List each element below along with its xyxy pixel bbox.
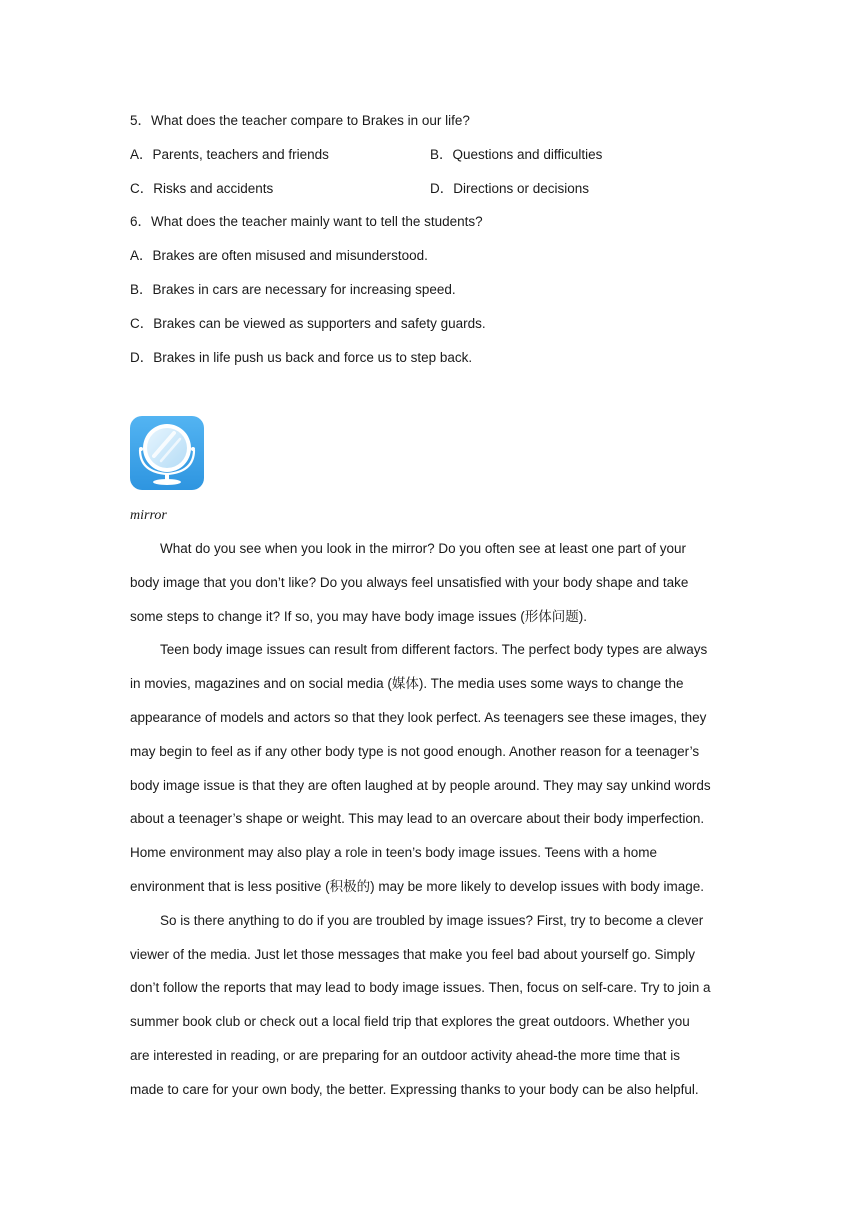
question-6-option-b: B．Brakes in cars are necessary for increasing speed. — [130, 282, 456, 297]
paragraph-3-line-2: viewer of the media. Just let those messages that make you feel bad about yourself go. Simply — [130, 947, 696, 962]
question-6-option-d: D．Brakes in life push us back and force us to step back. — [130, 350, 473, 365]
paragraph-2-line-4: may begin to feel as if any other body type is not good enough. Another reason for a teenager’s — [130, 744, 700, 759]
paragraph-3-line-3: don’t follow the reports that may lead to body image issues. Then, focus on self-care. Try to join a — [130, 980, 711, 995]
paragraph-3-line-4: summer book club or check out a local field trip that explores the great outdoors. Whether you — [130, 1014, 690, 1029]
document-page — [130, 0, 730, 1216]
paragraph-1-line-1: What do you see when you look in the mirror? Do you often see at least one part of your — [160, 541, 687, 556]
paragraph-2-line-3: appearance of models and actors so that they look perfect. As teenagers see these images, they — [130, 710, 707, 725]
paragraph-1-line-2: body image that you don’t like? Do you always feel unsatisfied with your body shape and take — [130, 575, 689, 590]
question-5-option-c: C．Risks and accidents — [130, 181, 274, 196]
question-5-option-d: D．Directions or decisions — [430, 181, 590, 196]
paragraph-2-line-1: Teen body image issues can result from different factors. The perfect body types are always — [160, 642, 708, 657]
paragraph-3-line-1: So is there anything to do if you are troubled by image issues? First, try to become a clever — [160, 913, 704, 928]
image-caption: mirror — [130, 508, 167, 523]
paragraph-2-line-5: body image issue is that they are often laughed at by people around. They may say unkind words — [130, 778, 711, 793]
question-6-option-a: A．Brakes are often misused and misunderstood. — [130, 248, 428, 263]
question-6-stem: 6．What does the teacher mainly want to tell the students? — [130, 214, 483, 229]
paragraph-3-line-5: are interested in reading, or are preparing for an outdoor activity ahead-the more time that is — [130, 1048, 681, 1063]
paragraph-2-line-7: Home environment may also play a role in teen’s body image issues. Teens with a home — [130, 845, 658, 860]
paragraph-3-line-6: made to care for your own body, the better. Expressing thanks to your body can be also helpful. — [130, 1082, 699, 1097]
question-5-option-b: B．Questions and difficulties — [430, 147, 603, 162]
paragraph-2-line-2: in movies, magazines and on social media (媒体). The media uses some ways to change the — [130, 676, 684, 691]
mirror-icon — [130, 416, 204, 490]
question-6-option-c: C．Brakes can be viewed as supporters and safety guards. — [130, 316, 486, 331]
question-5-option-a: A．Parents, teachers and friends — [130, 147, 329, 162]
paragraph-2-line-8: environment that is less positive (积极的) may be more likely to develop issues with body image. — [130, 879, 704, 894]
paragraph-1-line-3: some steps to change it? If so, you may have body image issues (形体问题). — [130, 609, 587, 624]
question-5-stem: 5．What does the teacher compare to Brakes in our life? — [130, 113, 470, 128]
paragraph-2-line-6: about a teenager’s shape or weight. This may lead to an overcare about their body imperfection. — [130, 811, 705, 826]
